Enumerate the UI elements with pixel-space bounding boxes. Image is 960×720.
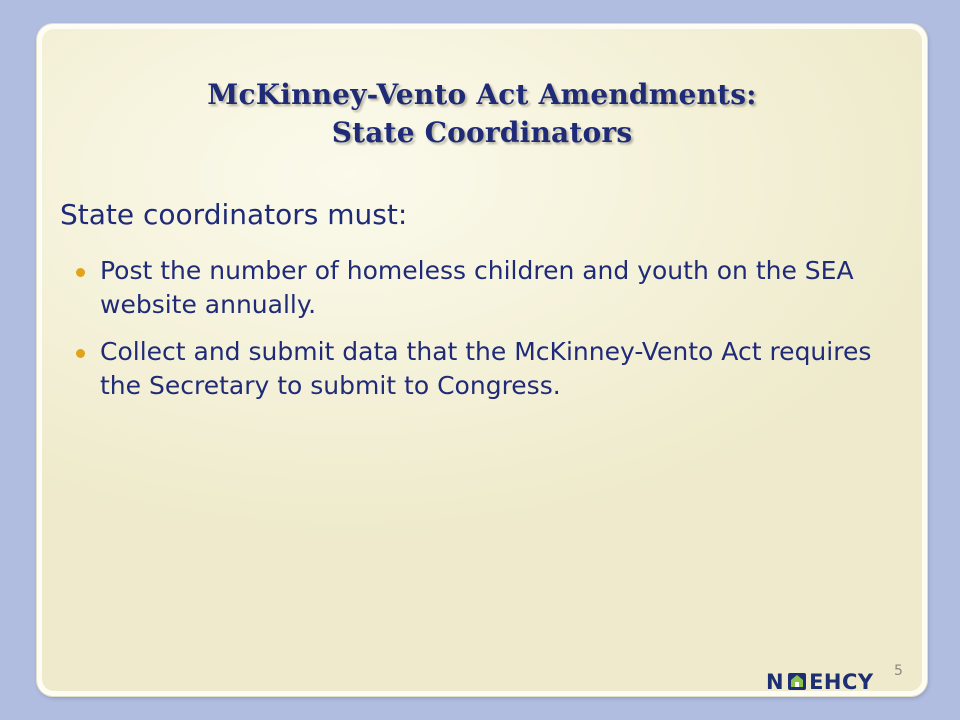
nchey-logo [766,669,874,691]
bullet-text: Collect and submit data that the McKinney-Vento Act requires the Secretary to submit to Congress. [100,337,872,400]
slide-title [42,76,922,152]
slide-panel [42,29,922,691]
logo-letter-n: N [766,670,785,691]
bullet-text: Post the number of homeless children and youth on the SEA website annually. [100,256,854,319]
slide-title-line-1: McKinney-Vento Act Amendments: [207,78,757,111]
bullet-dot-icon [76,268,85,277]
bullet-item [100,335,910,403]
bullet-list [100,254,910,416]
logo-letters-ehcy: EHCY [809,670,874,691]
page-number: 5 [894,663,903,679]
slide-title-line-2: State Coordinators [331,116,633,149]
house-logo-icon [787,672,807,691]
bullet-item [100,254,910,322]
bullet-dot-icon [76,349,85,358]
lead-text: State coordinators must: [60,198,408,231]
